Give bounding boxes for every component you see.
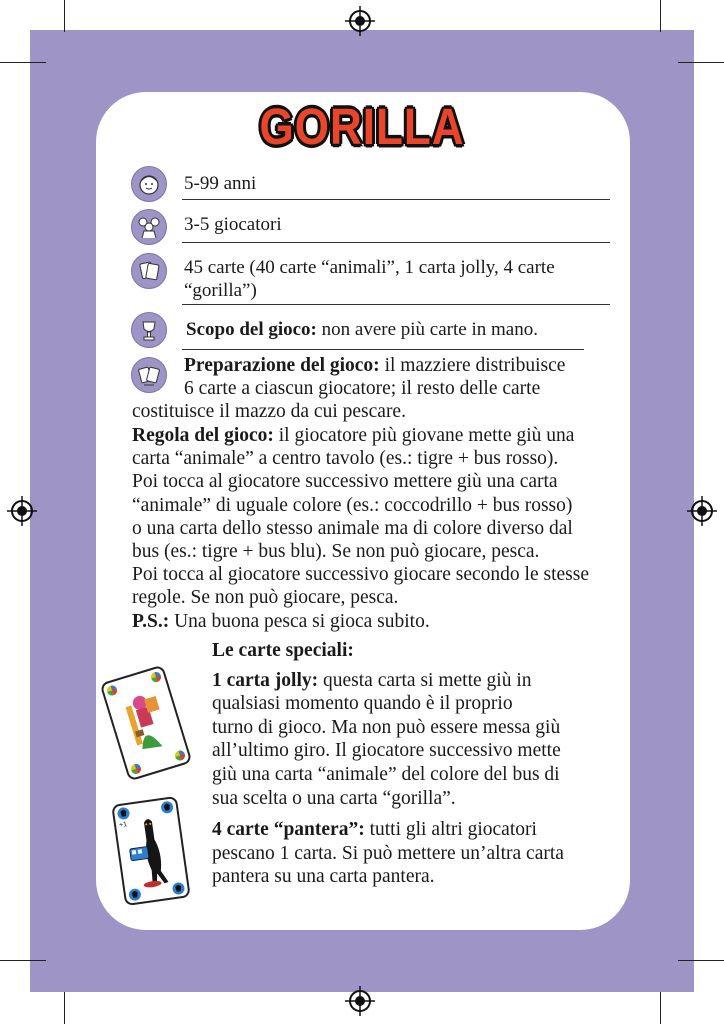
registration-mark-icon <box>345 986 375 1016</box>
rules-line-5: o una carta dello stesso animale ma di colore diverso dal <box>132 517 573 539</box>
panther-card-corner-label: +1 <box>118 821 128 830</box>
cards-count-text <box>184 256 555 302</box>
rules-line-7: Poi tocca al giocatore successivo giocare secondo le stesse <box>132 564 590 586</box>
jolly-line-2: qualsiasi momento quando è il proprio <box>212 693 513 715</box>
jolly-label: 1 carta jolly: <box>212 669 319 691</box>
special-cards-section <box>212 639 564 889</box>
panther-line-2: pescano 1 carta. Si può mettere un’altra carta <box>212 842 564 864</box>
trophy-icon <box>131 312 167 348</box>
crop-mark <box>64 0 65 32</box>
jolly-line-4: all’ultimo giro. Il giocatore successivo mette <box>212 740 561 762</box>
players-text: 3-5 giocatori <box>184 214 282 235</box>
rules-section <box>132 424 589 633</box>
rules-line-4: “animale” di uguale colore (es.: coccodrillo + bus rosso) <box>132 494 573 516</box>
goal-label: Scopo del gioco: <box>186 319 317 340</box>
divider <box>182 199 610 200</box>
players-icon <box>131 209 167 245</box>
preparation-section <box>184 354 565 377</box>
rules-line-8: regole. Se non può giocare, pesca. <box>132 587 399 609</box>
goal-text <box>186 318 538 341</box>
registration-mark-icon <box>7 496 37 526</box>
divider <box>182 242 610 243</box>
child-face-icon <box>131 166 167 202</box>
panther-card-image <box>111 796 191 906</box>
crop-mark <box>678 62 724 63</box>
panther-label: 4 carte “pantera”: <box>212 819 365 841</box>
registration-mark-icon <box>345 6 375 36</box>
crop-mark <box>660 992 661 1024</box>
ps-label: P.S.: <box>132 610 170 632</box>
cards-line-2: “gorilla”) <box>184 280 257 301</box>
ps-text: Una buona pesca si gioca subito. <box>169 610 430 632</box>
preparation-line-2: 6 carte a ciascun giocatore; il resto delle carte <box>184 378 541 399</box>
registration-mark-icon <box>687 496 717 526</box>
deal-cards-icon <box>131 357 167 393</box>
cards-icon <box>131 253 167 289</box>
preparation-label: Preparazione del gioco: <box>184 355 380 376</box>
crop-mark <box>0 62 46 63</box>
crop-mark <box>678 960 724 961</box>
crop-mark <box>0 960 46 961</box>
cards-line-1: 45 carte (40 carte “animali”, 1 carta jolly, 4 carte <box>184 257 555 278</box>
preparation-line-3: costituisce il mazzo da cui pescare. <box>132 401 406 422</box>
goal-description: non avere più carte in mano. <box>316 319 538 340</box>
rules-line-6: bus (es.: tigre + bus blu). Se non può giocare, pesca. <box>132 541 540 563</box>
rules-line-1: il giocatore più giovane mette giù una <box>273 425 575 446</box>
jolly-line-1: questa carta si mette giù in <box>318 669 532 691</box>
preparation-line-1: il mazziere distribuisce <box>379 355 566 376</box>
rules-line-3: Poi tocca al giocatore successivo mettere giù una carta <box>132 471 558 493</box>
crop-mark <box>660 0 661 32</box>
divider <box>182 349 584 350</box>
crop-mark <box>64 992 65 1024</box>
panther-line-1: tutti gli altri giocatori <box>364 819 537 841</box>
panther-card-art-icon <box>111 796 191 906</box>
age-text: 5-99 anni <box>184 173 257 194</box>
game-title: GORILLA <box>259 99 465 156</box>
special-heading: Le carte speciali: <box>212 640 354 661</box>
jolly-line-6: sua scelta o una carta “gorilla”. <box>212 787 456 809</box>
rules-label: Regola del gioco: <box>132 425 274 446</box>
jolly-line-3: turno di gioco. Ma non può essere messa giù <box>212 716 561 738</box>
panther-line-3: pantera su una carta pantera. <box>212 866 435 888</box>
jolly-line-5: giù una carta “animale” del colore del bus di <box>212 763 560 785</box>
divider <box>182 304 610 305</box>
rules-line-2: carta “animale” a centro tavolo (es.: tigre + bus rosso). <box>132 448 559 470</box>
